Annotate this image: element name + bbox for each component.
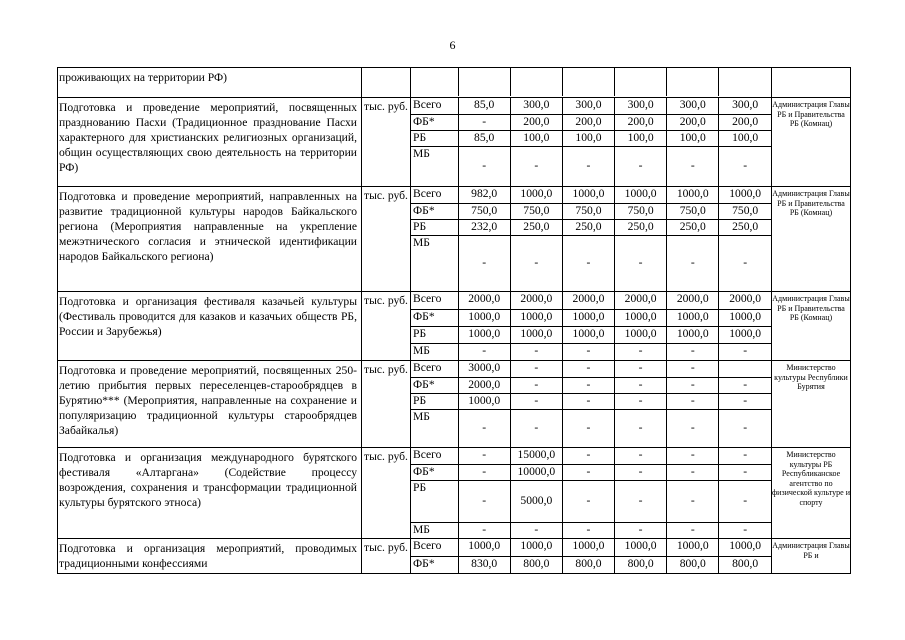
funding-value — [719, 361, 771, 377]
funding-value: 100,0 — [615, 130, 667, 146]
funding-value: 982,0 — [458, 187, 510, 203]
funding-value: 1000,0 — [615, 309, 667, 326]
funding-value: 1000,0 — [562, 187, 614, 203]
funding-value: 2000,0 — [562, 292, 614, 309]
event-description-cell — [58, 98, 362, 187]
funding-value: 1000,0 — [615, 326, 667, 343]
funding-row — [411, 448, 771, 464]
unit-cell: тыс. руб. — [362, 187, 411, 292]
funding-value: - — [458, 480, 510, 522]
funding-value: 1000,0 — [667, 539, 719, 556]
funding-value: 300,0 — [562, 98, 614, 114]
funding-value: 250,0 — [615, 219, 667, 235]
funding-value: 300,0 — [719, 98, 771, 114]
funding-row — [411, 235, 771, 291]
funding-value: - — [562, 522, 614, 538]
funding-table — [411, 68, 771, 96]
funding-value: - — [719, 235, 771, 291]
empty-funding-cell — [719, 68, 771, 96]
funding-value: 1000,0 — [458, 393, 510, 409]
empty-funding-cell — [510, 68, 562, 96]
event-description-cell — [58, 187, 362, 292]
responsible-executor: Администрация Главы РБ и Правительства РБ (Комнац) — [772, 98, 851, 187]
unit-cell: тыс. руб. — [362, 98, 411, 187]
funding-value: - — [562, 393, 614, 409]
funding-table — [411, 361, 771, 447]
funding-value: - — [615, 146, 667, 186]
funding-source-label: Всего — [411, 361, 458, 377]
funding-value: 750,0 — [510, 203, 562, 219]
funding-value: - — [510, 343, 562, 360]
funding-value: - — [562, 377, 614, 393]
funding-value: 250,0 — [667, 219, 719, 235]
funding-value: - — [458, 235, 510, 291]
funding-value: - — [719, 377, 771, 393]
funding-value: 2000,0 — [458, 377, 510, 393]
funding-value: 100,0 — [719, 130, 771, 146]
funding-value: 100,0 — [667, 130, 719, 146]
program-row — [58, 68, 851, 98]
funding-value: - — [615, 235, 667, 291]
empty-funding-cell — [411, 68, 458, 96]
funding-value: 200,0 — [667, 114, 719, 130]
unit-cell — [362, 68, 411, 98]
funding-source-label: ФБ* — [411, 309, 458, 326]
funding-value: - — [615, 480, 667, 522]
page-number: 6 — [449, 38, 456, 52]
funding-value: - — [562, 480, 614, 522]
funding-value: - — [615, 377, 667, 393]
funding-value: 250,0 — [510, 219, 562, 235]
funding-row — [411, 480, 771, 522]
funding-value: - — [562, 464, 614, 480]
funding-value: - — [719, 480, 771, 522]
funding-value: 300,0 — [667, 98, 719, 114]
funding-value: - — [510, 146, 562, 186]
funding-row — [411, 522, 771, 538]
funding-value: - — [458, 114, 510, 130]
funding-value: - — [667, 480, 719, 522]
program-row — [58, 539, 851, 574]
funding-table — [411, 187, 771, 291]
responsible-executor: Администрация Главы РБ и Правительства РБ (Комнац) — [772, 292, 851, 361]
funding-value: - — [510, 361, 562, 377]
funding-source-label: Всего — [411, 98, 458, 114]
funding-source-label: ФБ* — [411, 114, 458, 130]
funding-value: - — [562, 235, 614, 291]
event-description: проживающих на территории РФ) — [59, 71, 228, 84]
funding-value: - — [667, 377, 719, 393]
funding-source-label: МБ — [413, 146, 430, 160]
program-funding-table — [57, 67, 851, 574]
funding-value: 200,0 — [562, 114, 614, 130]
funding-value: - — [667, 393, 719, 409]
funding-value: 250,0 — [562, 219, 614, 235]
funding-value: 1000,0 — [562, 539, 614, 556]
funding-row — [411, 361, 771, 377]
unit-cell: тыс. руб. — [362, 361, 411, 448]
funding-row — [411, 146, 771, 186]
funding-value: 2000,0 — [458, 292, 510, 309]
funding-cell — [411, 539, 772, 574]
funding-value: 1000,0 — [719, 326, 771, 343]
funding-value: 300,0 — [510, 98, 562, 114]
funding-value: 1000,0 — [667, 309, 719, 326]
funding-value: 1000,0 — [615, 187, 667, 203]
funding-value: - — [562, 361, 614, 377]
funding-value: 800,0 — [615, 556, 667, 573]
event-description-cell — [58, 539, 362, 574]
funding-row — [411, 292, 771, 309]
funding-source-label: РБ — [411, 219, 458, 235]
funding-value: 5000,0 — [510, 480, 562, 522]
program-row — [58, 187, 851, 292]
funding-value: - — [562, 409, 614, 447]
funding-value: 85,0 — [458, 130, 510, 146]
funding-value: 1000,0 — [510, 309, 562, 326]
funding-value: 10000,0 — [510, 464, 562, 480]
funding-row — [411, 556, 771, 573]
funding-cell — [411, 68, 772, 98]
funding-value: - — [458, 522, 510, 538]
funding-value: 1000,0 — [510, 539, 562, 556]
event-description-cell — [58, 292, 362, 361]
funding-value: - — [615, 393, 667, 409]
responsible-executor: Министерство культуры Республики Бурятия — [772, 361, 851, 448]
funding-value: - — [667, 464, 719, 480]
funding-row — [411, 464, 771, 480]
funding-value: 100,0 — [562, 130, 614, 146]
event-description-cell — [58, 361, 362, 448]
funding-source-label: Всего — [411, 448, 458, 464]
funding-cell — [411, 187, 772, 292]
empty-funding-cell — [667, 68, 719, 96]
funding-value: 1000,0 — [458, 539, 510, 556]
event-description: Подготовка и организация фестиваля казачьей культуры (Фестиваль проводится для казаков и казачьих обществ РБ, России и Зарубежья) — [59, 295, 357, 338]
funding-value: - — [719, 146, 771, 186]
event-description: Подготовка и организация международного бурятского фестиваля «Алтаргана» (Содействие процессу возрождения, сохранения и трансформации традиционной культуры бурятского этноса) — [59, 451, 357, 509]
funding-value: 1000,0 — [510, 187, 562, 203]
funding-row — [411, 98, 771, 114]
funding-value: - — [562, 146, 614, 186]
funding-source-label: ФБ* — [411, 464, 458, 480]
empty-funding-cell — [458, 68, 510, 96]
funding-value: - — [719, 409, 771, 447]
funding-table — [411, 292, 771, 360]
funding-value: 1000,0 — [667, 326, 719, 343]
funding-value: - — [458, 464, 510, 480]
funding-table — [411, 448, 771, 538]
funding-row — [411, 409, 771, 447]
funding-value: 1000,0 — [458, 326, 510, 343]
funding-row — [411, 130, 771, 146]
funding-value: 2000,0 — [510, 292, 562, 309]
funding-value: 750,0 — [719, 203, 771, 219]
funding-row — [411, 393, 771, 409]
funding-value: 200,0 — [615, 114, 667, 130]
funding-value: 2000,0 — [719, 292, 771, 309]
funding-value: 2000,0 — [667, 292, 719, 309]
event-description: Подготовка и проведение мероприятий, направленных на развитие традиционной культуры народов Байкальского региона (Мероприятия направленные на укрепление межэтнического согласия и этнической идентификации народов Байкальского региона) — [59, 190, 357, 263]
funding-row — [411, 114, 771, 130]
funding-value: 800,0 — [562, 556, 614, 573]
funding-source-label: РБ — [411, 480, 458, 522]
funding-value: 750,0 — [458, 203, 510, 219]
funding-row — [411, 343, 771, 360]
funding-row — [411, 377, 771, 393]
funding-value: 200,0 — [719, 114, 771, 130]
funding-source-label: ФБ* — [411, 377, 458, 393]
program-row — [58, 448, 851, 539]
funding-row — [411, 187, 771, 203]
funding-value: 100,0 — [510, 130, 562, 146]
empty-funding-cell — [615, 68, 667, 96]
funding-value: 1000,0 — [510, 326, 562, 343]
funding-value: 232,0 — [458, 219, 510, 235]
funding-value: - — [562, 343, 614, 360]
funding-cell — [411, 98, 772, 187]
funding-value: 750,0 — [562, 203, 614, 219]
funding-source-label: МБ — [413, 409, 430, 423]
responsible-executor: Администрация Главы РБ и Правительства РБ (Комнац) — [772, 187, 851, 292]
funding-value: - — [719, 522, 771, 538]
funding-value: - — [667, 146, 719, 186]
funding-value: - — [615, 522, 667, 538]
funding-value: - — [615, 409, 667, 447]
funding-value: 750,0 — [615, 203, 667, 219]
funding-value: - — [667, 409, 719, 447]
responsible-executor: Министерство культуры РБ Республиканское агентство по физической культуре и спорту — [772, 448, 851, 539]
funding-table — [411, 539, 771, 573]
unit-cell: тыс. руб. — [362, 539, 411, 574]
funding-cell — [411, 292, 772, 361]
funding-value: - — [615, 448, 667, 464]
funding-value: - — [615, 464, 667, 480]
funding-value: - — [667, 235, 719, 291]
funding-value: - — [719, 448, 771, 464]
program-row — [58, 361, 851, 448]
funding-value: 1000,0 — [719, 309, 771, 326]
funding-value: 250,0 — [719, 219, 771, 235]
responsible-executor: Администрация Главы РБ и — [772, 539, 851, 574]
funding-row — [411, 326, 771, 343]
event-description-cell — [58, 68, 362, 98]
funding-value: 300,0 — [615, 98, 667, 114]
funding-value: 85,0 — [458, 98, 510, 114]
unit-cell: тыс. руб. — [362, 448, 411, 539]
funding-value: - — [510, 522, 562, 538]
funding-value: 1000,0 — [562, 326, 614, 343]
funding-value: - — [458, 146, 510, 186]
funding-value: - — [458, 409, 510, 447]
funding-cell — [411, 361, 772, 448]
funding-source-label: МБ — [413, 235, 430, 249]
event-description: Подготовка и организация мероприятий, проводимых традиционными конфессиями — [59, 542, 357, 570]
funding-source-label: РБ — [411, 393, 458, 409]
program-row — [58, 98, 851, 187]
funding-value: 200,0 — [510, 114, 562, 130]
funding-value: 1000,0 — [719, 187, 771, 203]
funding-row — [411, 539, 771, 556]
funding-value: 1000,0 — [719, 539, 771, 556]
funding-value: 800,0 — [719, 556, 771, 573]
funding-cell — [411, 448, 772, 539]
funding-value: - — [667, 343, 719, 360]
funding-value: - — [510, 393, 562, 409]
funding-value: 2000,0 — [615, 292, 667, 309]
funding-value: - — [719, 464, 771, 480]
event-description: Подготовка и проведение мероприятий, посвященных празднованию Пасхи (Традиционное празднование Пасхи характерного для христианских религиозных организаций, общин осуществляющих свою деятельность на территории РФ) — [59, 101, 357, 174]
event-description-cell — [58, 448, 362, 539]
funding-value: - — [719, 343, 771, 360]
funding-value: 830,0 — [458, 556, 510, 573]
funding-source-label: ФБ* — [413, 556, 435, 570]
funding-value: - — [510, 409, 562, 447]
funding-value: 1000,0 — [667, 187, 719, 203]
funding-row — [411, 219, 771, 235]
funding-value: 3000,0 — [458, 361, 510, 377]
funding-source-label: РБ — [411, 130, 458, 146]
funding-value: 1000,0 — [458, 309, 510, 326]
funding-value: 1000,0 — [562, 309, 614, 326]
funding-source-label: Всего — [411, 187, 458, 203]
funding-source-label: Всего — [411, 539, 458, 556]
event-description: Подготовка и проведение мероприятий, посвященных 250-летию прибытия первых переселенцев-старообрядцев в Бурятию*** (Мероприятия, направленные на сохранение и популяризацию традиционной культуры старообрядцев Забайкалья) — [59, 364, 357, 437]
funding-value: - — [510, 377, 562, 393]
responsible-executor — [772, 68, 851, 98]
funding-value: - — [615, 343, 667, 360]
funding-value: 800,0 — [667, 556, 719, 573]
funding-value: 15000,0 — [510, 448, 562, 464]
program-row — [58, 292, 851, 361]
funding-value: - — [719, 393, 771, 409]
funding-value: 800,0 — [510, 556, 562, 573]
funding-value: - — [667, 361, 719, 377]
funding-value: 750,0 — [667, 203, 719, 219]
funding-value: - — [562, 448, 614, 464]
funding-value: - — [667, 522, 719, 538]
funding-table — [411, 98, 771, 186]
funding-value: 1000,0 — [615, 539, 667, 556]
funding-value: - — [615, 361, 667, 377]
funding-row — [411, 203, 771, 219]
funding-row — [411, 309, 771, 326]
funding-source-label: МБ — [413, 343, 430, 357]
empty-funding-cell — [562, 68, 614, 96]
funding-value: - — [667, 448, 719, 464]
funding-source-label: РБ — [411, 326, 458, 343]
unit-cell: тыс. руб. — [362, 292, 411, 361]
funding-source-label: Всего — [411, 292, 458, 309]
funding-value: - — [510, 235, 562, 291]
funding-source-label: ФБ* — [411, 203, 458, 219]
funding-value: - — [458, 448, 510, 464]
funding-value: - — [458, 343, 510, 360]
funding-source-label: МБ — [413, 522, 430, 536]
